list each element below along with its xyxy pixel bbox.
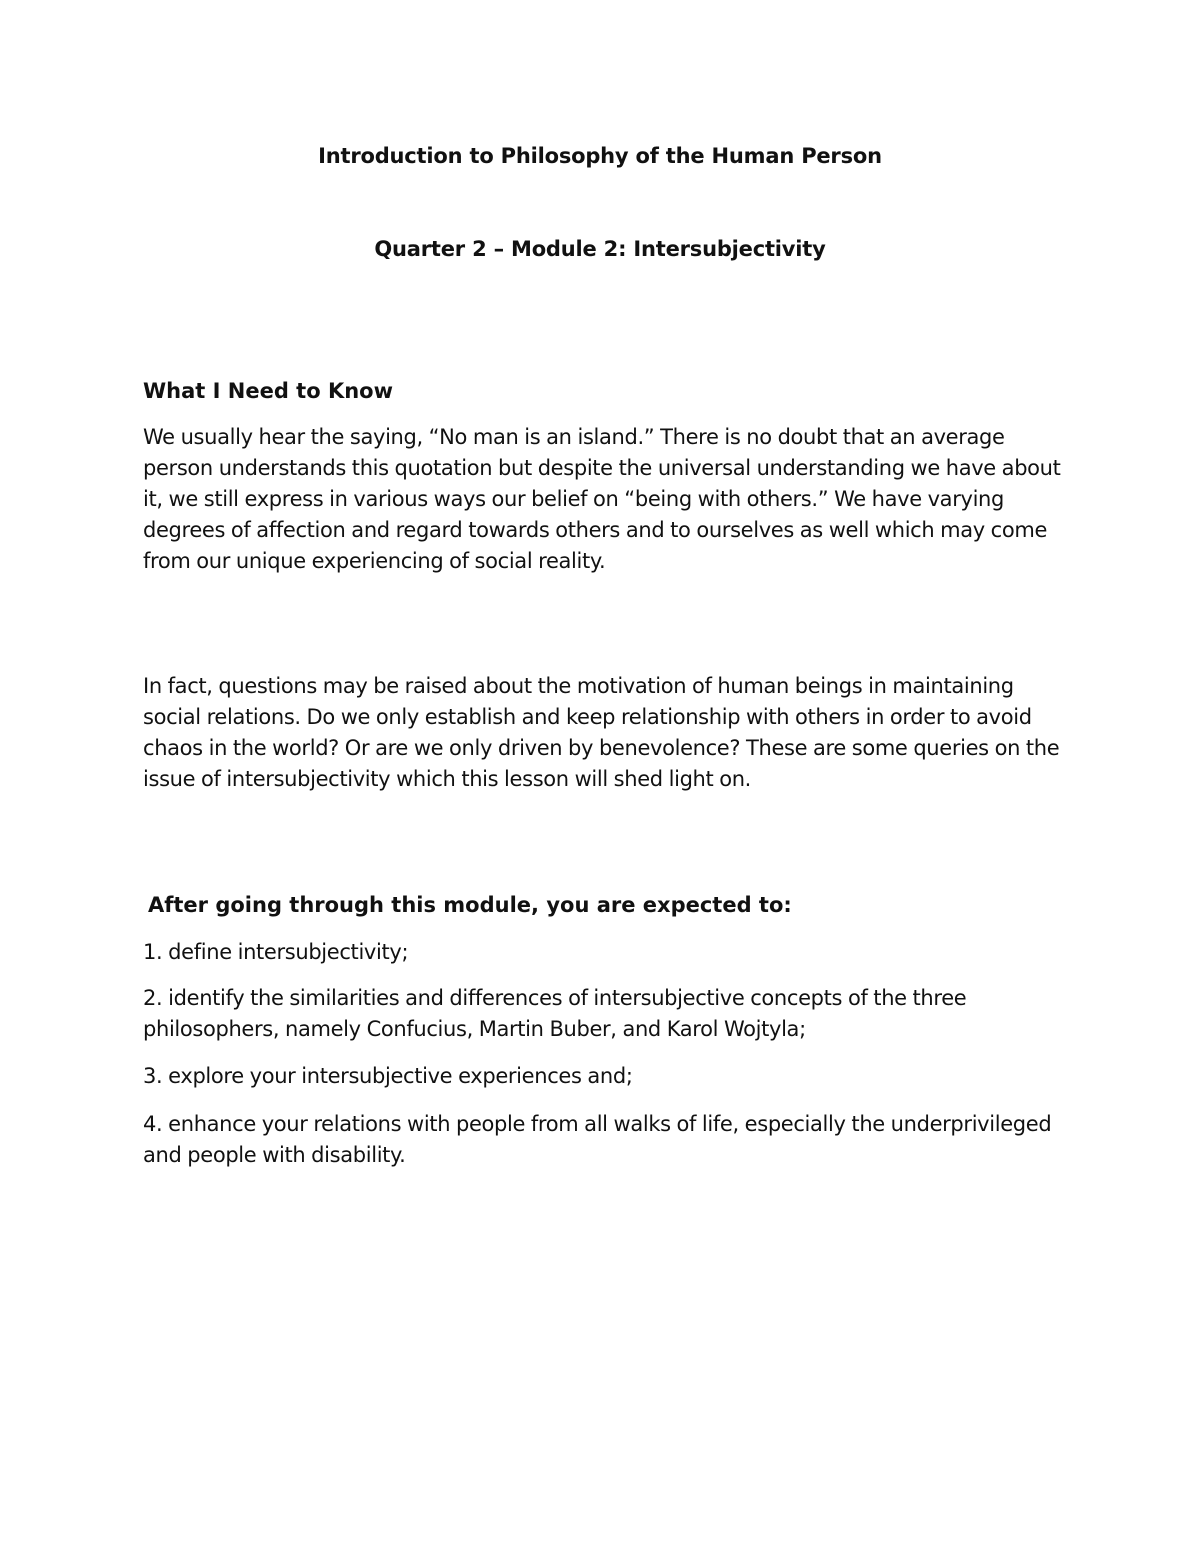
document-title: Introduction to Philosophy of the Human Person: [318, 144, 882, 168]
objective-item: 3. explore your intersubjective experiences and;: [143, 1064, 633, 1088]
objective-item: 2. identify the similarities and differences of intersubjective concepts of the three philosophers, namely Confucius, Martin Buber, and Karol Wojtyla;: [143, 986, 967, 1041]
module-subtitle: Quarter 2 – Module 2: Intersubjectivity: [374, 237, 826, 261]
objectives-heading: After going through this module, you are expected to:: [148, 893, 792, 917]
objective-item: 1. define intersubjectivity;: [143, 940, 409, 964]
objective-item: 4. enhance your relations with people from all walks of life, especially the underprivileged and people with disability.: [143, 1112, 1052, 1167]
section-heading: What I Need to Know: [143, 379, 393, 403]
motivation-paragraph: In fact, questions may be raised about the motivation of human beings in maintaining social relations. Do we only establish and keep relationship with others in order to avoid chaos in the world? Or are we only driven by benevolence? These are some queries on the issue of intersubjectivity which this lesson will shed light on.: [143, 674, 1060, 791]
intro-paragraph: We usually hear the saying, “No man is an island.” There is no doubt that an average person understands this quotation but despite the universal understanding we have about it, we still express in various ways our belief on “being with others.” We have varying degrees of affection and regard towards others and to ourselves as well which may come from our unique experiencing of social reality.: [143, 425, 1061, 573]
